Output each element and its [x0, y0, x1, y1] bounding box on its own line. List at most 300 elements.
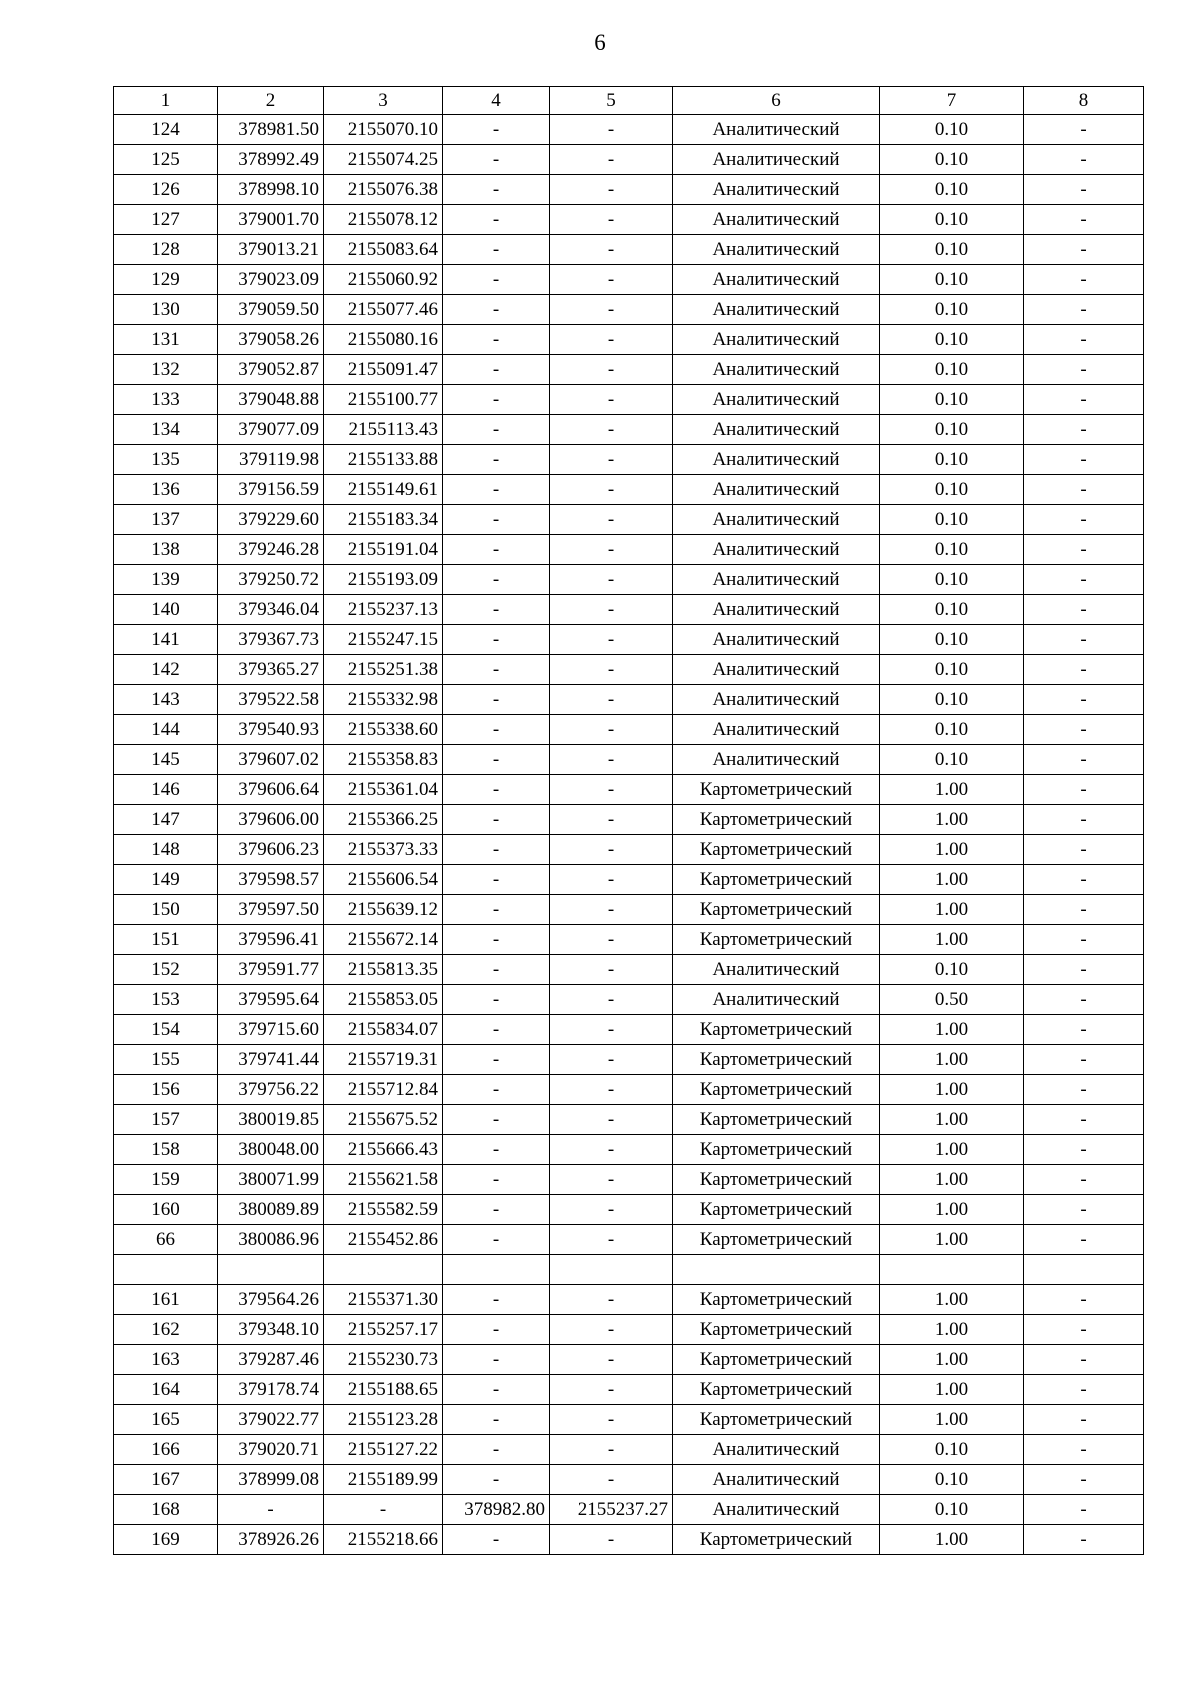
- table-cell: 0.10: [880, 535, 1024, 565]
- table-cell: Аналитический: [673, 325, 880, 355]
- table-cell: -: [550, 1405, 673, 1435]
- table-cell: 148: [114, 835, 218, 865]
- table-cell: -: [443, 235, 550, 265]
- table-cell: Картометрический: [673, 1375, 880, 1405]
- table-cell: 2155060.92: [324, 265, 443, 295]
- table-cell: Аналитический: [673, 625, 880, 655]
- table-cell: -: [550, 1195, 673, 1225]
- table-cell: 1.00: [880, 925, 1024, 955]
- table-cell: 379365.27: [218, 655, 324, 685]
- table-cell: 1.00: [880, 835, 1024, 865]
- table-row: [114, 145, 1144, 175]
- table-cell: -: [443, 565, 550, 595]
- table-cell: -: [550, 925, 673, 955]
- table-cell: 151: [114, 925, 218, 955]
- table-cell: -: [1024, 535, 1144, 565]
- table-cell: 0.10: [880, 745, 1024, 775]
- table-cell: 2155358.83: [324, 745, 443, 775]
- table-cell: 379077.09: [218, 415, 324, 445]
- table-row: [114, 175, 1144, 205]
- table-cell: -: [443, 895, 550, 925]
- table-cell: -: [550, 1375, 673, 1405]
- table-cell: [114, 1255, 218, 1285]
- table-cell: 378982.80: [443, 1495, 550, 1525]
- table-cell: -: [443, 925, 550, 955]
- table-row: [114, 1525, 1144, 1555]
- table-cell: 126: [114, 175, 218, 205]
- table-cell: 0.10: [880, 385, 1024, 415]
- table-cell: Картометрический: [673, 1105, 880, 1135]
- table-cell: Аналитический: [673, 655, 880, 685]
- table-row: [114, 1435, 1144, 1465]
- table-cell: 379591.77: [218, 955, 324, 985]
- table-cell: 380048.00: [218, 1135, 324, 1165]
- table-cell: 379052.87: [218, 355, 324, 385]
- table-cell: 0.10: [880, 955, 1024, 985]
- table-cell: -: [550, 775, 673, 805]
- table-cell: Аналитический: [673, 1465, 880, 1495]
- table-cell: 2155251.38: [324, 655, 443, 685]
- table-cell: 1.00: [880, 1285, 1024, 1315]
- table-cell: -: [443, 1345, 550, 1375]
- table-cell: 0.10: [880, 445, 1024, 475]
- table-cell: 163: [114, 1345, 218, 1375]
- table-cell: 2155672.14: [324, 925, 443, 955]
- table-cell: 379715.60: [218, 1015, 324, 1045]
- table-cell: 379156.59: [218, 475, 324, 505]
- table-cell: 2155183.34: [324, 505, 443, 535]
- table-row: [114, 1075, 1144, 1105]
- table-cell: 1.00: [880, 1405, 1024, 1435]
- table-cell: 2155338.60: [324, 715, 443, 745]
- table-cell: 124: [114, 115, 218, 145]
- table-cell: -: [1024, 835, 1144, 865]
- table-cell: -: [1024, 1165, 1144, 1195]
- table-cell: 378981.50: [218, 115, 324, 145]
- table-cell: [880, 1255, 1024, 1285]
- table-cell: -: [550, 235, 673, 265]
- table-cell: -: [218, 1495, 324, 1525]
- table-cell: 0.10: [880, 325, 1024, 355]
- table-cell: -: [1024, 265, 1144, 295]
- table-cell: Картометрический: [673, 1225, 880, 1255]
- column-header: 3: [324, 87, 443, 115]
- table-cell: 378926.26: [218, 1525, 324, 1555]
- table-row: [114, 1195, 1144, 1225]
- table-cell: 379598.57: [218, 865, 324, 895]
- table-cell: 2155371.30: [324, 1285, 443, 1315]
- table-cell: -: [550, 895, 673, 925]
- table-cell: -: [1024, 1195, 1144, 1225]
- table-row: [114, 355, 1144, 385]
- table-cell: 1.00: [880, 1315, 1024, 1345]
- table-cell: -: [550, 265, 673, 295]
- table-cell: 158: [114, 1135, 218, 1165]
- table-cell: 379346.04: [218, 595, 324, 625]
- table-cell: 2155193.09: [324, 565, 443, 595]
- table-row: [114, 985, 1144, 1015]
- table-cell: 162: [114, 1315, 218, 1345]
- column-header: 4: [443, 87, 550, 115]
- table-cell: 379059.50: [218, 295, 324, 325]
- table-cell: Аналитический: [673, 295, 880, 325]
- table-cell: -: [443, 595, 550, 625]
- table-cell: 379023.09: [218, 265, 324, 295]
- table-cell: -: [1024, 1465, 1144, 1495]
- table-cell: Аналитический: [673, 205, 880, 235]
- table-cell: -: [1024, 625, 1144, 655]
- table-cell: 125: [114, 145, 218, 175]
- column-header: 2: [218, 87, 324, 115]
- table-cell: -: [443, 955, 550, 985]
- table-cell: 143: [114, 685, 218, 715]
- table-cell: -: [550, 715, 673, 745]
- table-cell: -: [1024, 1525, 1144, 1555]
- table-cell: 1.00: [880, 1375, 1024, 1405]
- table-cell: 136: [114, 475, 218, 505]
- table-cell: 2155077.46: [324, 295, 443, 325]
- table-cell: 379287.46: [218, 1345, 324, 1375]
- table-cell: 2155191.04: [324, 535, 443, 565]
- table-cell: -: [443, 865, 550, 895]
- table-header-row: [114, 87, 1144, 115]
- table-cell: 127: [114, 205, 218, 235]
- table-cell: 2155074.25: [324, 145, 443, 175]
- table-cell: 1.00: [880, 1045, 1024, 1075]
- table-cell: 128: [114, 235, 218, 265]
- table-cell: 0.10: [880, 1495, 1024, 1525]
- table-row: [114, 625, 1144, 655]
- table-cell: -: [1024, 475, 1144, 505]
- table-cell: 378992.49: [218, 145, 324, 175]
- table-row: [114, 1345, 1144, 1375]
- table-cell: -: [443, 1105, 550, 1135]
- table-cell: 0.10: [880, 235, 1024, 265]
- table-cell: Картометрический: [673, 1045, 880, 1075]
- table-cell: 2155813.35: [324, 955, 443, 985]
- table-cell: 2155257.17: [324, 1315, 443, 1345]
- table-cell: 141: [114, 625, 218, 655]
- table-cell: Картометрический: [673, 925, 880, 955]
- table-row: [114, 1135, 1144, 1165]
- table-cell: -: [550, 115, 673, 145]
- table-cell: 0.10: [880, 1465, 1024, 1495]
- table-cell: Аналитический: [673, 415, 880, 445]
- table-cell: Картометрический: [673, 1345, 880, 1375]
- table-cell: 2155189.99: [324, 1465, 443, 1495]
- table-cell: -: [443, 775, 550, 805]
- table-cell: -: [443, 475, 550, 505]
- table-cell: -: [1024, 385, 1144, 415]
- table-cell: 2155639.12: [324, 895, 443, 925]
- table-cell: -: [1024, 745, 1144, 775]
- table-row: [114, 475, 1144, 505]
- table-cell: -: [443, 1465, 550, 1495]
- table-cell: 1.00: [880, 1015, 1024, 1045]
- table-cell: 1.00: [880, 775, 1024, 805]
- table-cell: 2155373.33: [324, 835, 443, 865]
- table-cell: -: [550, 655, 673, 685]
- table-cell: Аналитический: [673, 115, 880, 145]
- table-cell: 1.00: [880, 1195, 1024, 1225]
- table-cell: -: [1024, 295, 1144, 325]
- table-cell: -: [1024, 985, 1144, 1015]
- table-cell: 0.10: [880, 175, 1024, 205]
- table-cell: -: [550, 1285, 673, 1315]
- table-cell: -: [443, 355, 550, 385]
- table-cell: -: [1024, 775, 1144, 805]
- table-row: [114, 1315, 1144, 1345]
- table-cell: -: [443, 1375, 550, 1405]
- table-cell: -: [443, 985, 550, 1015]
- table-cell: -: [443, 175, 550, 205]
- table-cell: -: [550, 595, 673, 625]
- table-cell: 379178.74: [218, 1375, 324, 1405]
- table-cell: -: [1024, 115, 1144, 145]
- table-cell: 1.00: [880, 1105, 1024, 1135]
- table-cell: 135: [114, 445, 218, 475]
- table-cell: -: [1024, 1345, 1144, 1375]
- table-cell: Аналитический: [673, 475, 880, 505]
- table-cell: 0.10: [880, 145, 1024, 175]
- column-header: 7: [880, 87, 1024, 115]
- table-cell: 0.10: [880, 595, 1024, 625]
- table-cell: 129: [114, 265, 218, 295]
- table-cell: 379540.93: [218, 715, 324, 745]
- table-row: [114, 535, 1144, 565]
- table-cell: Аналитический: [673, 235, 880, 265]
- table-cell: 379606.64: [218, 775, 324, 805]
- table-cell: 2155853.05: [324, 985, 443, 1015]
- table-cell: [443, 1255, 550, 1285]
- table-cell: -: [443, 1315, 550, 1345]
- table-cell: 379596.41: [218, 925, 324, 955]
- table-cell: -: [1024, 1225, 1144, 1255]
- table-cell: 134: [114, 415, 218, 445]
- table-cell: 140: [114, 595, 218, 625]
- table-cell: -: [550, 205, 673, 235]
- table-cell: -: [443, 295, 550, 325]
- table-cell: -: [1024, 1045, 1144, 1075]
- column-header: 5: [550, 87, 673, 115]
- table-cell: -: [1024, 1015, 1144, 1045]
- table-cell: 379606.23: [218, 835, 324, 865]
- table-row: [114, 805, 1144, 835]
- table-cell: 152: [114, 955, 218, 985]
- table-cell: 0.10: [880, 625, 1024, 655]
- table-row: [114, 295, 1144, 325]
- table-cell: Аналитический: [673, 955, 880, 985]
- table-cell: 2155237.13: [324, 595, 443, 625]
- table-cell: 164: [114, 1375, 218, 1405]
- table-cell: Аналитический: [673, 595, 880, 625]
- table-cell: -: [443, 745, 550, 775]
- table-cell: -: [443, 1195, 550, 1225]
- table-cell: Аналитический: [673, 175, 880, 205]
- table-cell: 2155078.12: [324, 205, 443, 235]
- table-cell: -: [550, 445, 673, 475]
- table-cell: -: [1024, 145, 1144, 175]
- table-cell: 165: [114, 1405, 218, 1435]
- table-cell: -: [443, 1045, 550, 1075]
- table-cell: -: [550, 1315, 673, 1345]
- table-cell: -: [550, 295, 673, 325]
- table-cell: 2155361.04: [324, 775, 443, 805]
- table-cell: -: [1024, 235, 1144, 265]
- table-cell: 132: [114, 355, 218, 385]
- table-cell: 0.10: [880, 295, 1024, 325]
- table-cell: -: [550, 145, 673, 175]
- table-cell: 0.10: [880, 505, 1024, 535]
- table-cell: 380019.85: [218, 1105, 324, 1135]
- table-cell: 2155621.58: [324, 1165, 443, 1195]
- table-cell: Картометрический: [673, 895, 880, 925]
- table-cell: Аналитический: [673, 745, 880, 775]
- table-cell: Картометрический: [673, 1195, 880, 1225]
- table-cell: -: [550, 415, 673, 445]
- table-cell: Аналитический: [673, 565, 880, 595]
- table-row: [114, 1225, 1144, 1255]
- table-cell: -: [550, 985, 673, 1015]
- table-cell: 1.00: [880, 1345, 1024, 1375]
- table-cell: 2155188.65: [324, 1375, 443, 1405]
- table-cell: -: [443, 445, 550, 475]
- table-cell: -: [1024, 1285, 1144, 1315]
- table-cell: 155: [114, 1045, 218, 1075]
- table-cell: 0.10: [880, 415, 1024, 445]
- table-row: [114, 445, 1144, 475]
- table-cell: -: [550, 805, 673, 835]
- table-cell: 0.10: [880, 205, 1024, 235]
- table-row: [114, 655, 1144, 685]
- table-row: [114, 685, 1144, 715]
- table-cell: 137: [114, 505, 218, 535]
- table-row: [114, 1375, 1144, 1405]
- table-cell: 380086.96: [218, 1225, 324, 1255]
- table-cell: Картометрический: [673, 865, 880, 895]
- table-body: [114, 115, 1144, 1555]
- table-cell: Картометрический: [673, 775, 880, 805]
- table-cell: Аналитический: [673, 505, 880, 535]
- column-header: 6: [673, 87, 880, 115]
- table-cell: -: [550, 325, 673, 355]
- table-cell: -: [1024, 1135, 1144, 1165]
- table-row: [114, 1165, 1144, 1195]
- table-cell: -: [1024, 955, 1144, 985]
- table-cell: -: [1024, 1405, 1144, 1435]
- table-cell: -: [550, 745, 673, 775]
- table-cell: 66: [114, 1225, 218, 1255]
- table-cell: -: [1024, 325, 1144, 355]
- table-cell: [673, 1255, 880, 1285]
- table-cell: 2155123.28: [324, 1405, 443, 1435]
- table-cell: 2155218.66: [324, 1525, 443, 1555]
- table-row: [114, 745, 1144, 775]
- table-cell: 379048.88: [218, 385, 324, 415]
- table-cell: 1.00: [880, 1525, 1024, 1555]
- table-cell: -: [443, 805, 550, 835]
- table-row: [114, 1465, 1144, 1495]
- table-cell: -: [550, 385, 673, 415]
- table-row: [114, 1405, 1144, 1435]
- table-cell: Картометрический: [673, 805, 880, 835]
- table-cell: -: [1024, 1105, 1144, 1135]
- table-cell: 379022.77: [218, 1405, 324, 1435]
- table-row: [114, 835, 1144, 865]
- table-cell: -: [550, 1345, 673, 1375]
- table-cell: 142: [114, 655, 218, 685]
- table-cell: 131: [114, 325, 218, 355]
- table-cell: -: [550, 565, 673, 595]
- table-cell: -: [443, 1525, 550, 1555]
- table-cell: 379020.71: [218, 1435, 324, 1465]
- table-cell: 2155237.27: [550, 1495, 673, 1525]
- table-cell: 147: [114, 805, 218, 835]
- table-cell: 2155230.73: [324, 1345, 443, 1375]
- table-cell: 379250.72: [218, 565, 324, 595]
- table-cell: 0.10: [880, 685, 1024, 715]
- table-cell: Картометрический: [673, 835, 880, 865]
- table-cell: 379367.73: [218, 625, 324, 655]
- table-cell: 379606.00: [218, 805, 324, 835]
- table-row: [114, 265, 1144, 295]
- table-cell: -: [443, 535, 550, 565]
- table-cell: 379058.26: [218, 325, 324, 355]
- table-cell: 2155582.59: [324, 1195, 443, 1225]
- table-cell: 1.00: [880, 1225, 1024, 1255]
- table-cell: 380089.89: [218, 1195, 324, 1225]
- table-row: [114, 595, 1144, 625]
- table-cell: 1.00: [880, 1075, 1024, 1105]
- table-cell: -: [443, 1435, 550, 1465]
- table-cell: -: [550, 505, 673, 535]
- table-cell: 150: [114, 895, 218, 925]
- table-cell: -: [1024, 655, 1144, 685]
- table-cell: [324, 1255, 443, 1285]
- table-cell: Аналитический: [673, 355, 880, 385]
- table-cell: -: [443, 145, 550, 175]
- table-cell: 1.00: [880, 895, 1024, 925]
- table-cell: -: [443, 1405, 550, 1435]
- column-header: 8: [1024, 87, 1144, 115]
- table-cell: 2155834.07: [324, 1015, 443, 1045]
- table-cell: 2155366.25: [324, 805, 443, 835]
- table-cell: 133: [114, 385, 218, 415]
- table-cell: -: [1024, 445, 1144, 475]
- table-cell: 2155083.64: [324, 235, 443, 265]
- table-cell: -: [1024, 865, 1144, 895]
- table-cell: -: [1024, 895, 1144, 925]
- table-row: [114, 415, 1144, 445]
- table-cell: 167: [114, 1465, 218, 1495]
- table-cell: 2155091.47: [324, 355, 443, 385]
- table-cell: -: [1024, 925, 1144, 955]
- table-cell: Аналитический: [673, 685, 880, 715]
- table-cell: 169: [114, 1525, 218, 1555]
- table-cell: -: [550, 1075, 673, 1105]
- table-row: [114, 205, 1144, 235]
- table-cell: -: [443, 325, 550, 355]
- table-cell: -: [1024, 1075, 1144, 1105]
- table-row: [114, 565, 1144, 595]
- table-cell: 1.00: [880, 865, 1024, 895]
- table-cell: 0.50: [880, 985, 1024, 1015]
- table-cell: -: [443, 385, 550, 415]
- table-cell: -: [1024, 415, 1144, 445]
- table-cell: Аналитический: [673, 265, 880, 295]
- table-cell: 379348.10: [218, 1315, 324, 1345]
- table-cell: 154: [114, 1015, 218, 1045]
